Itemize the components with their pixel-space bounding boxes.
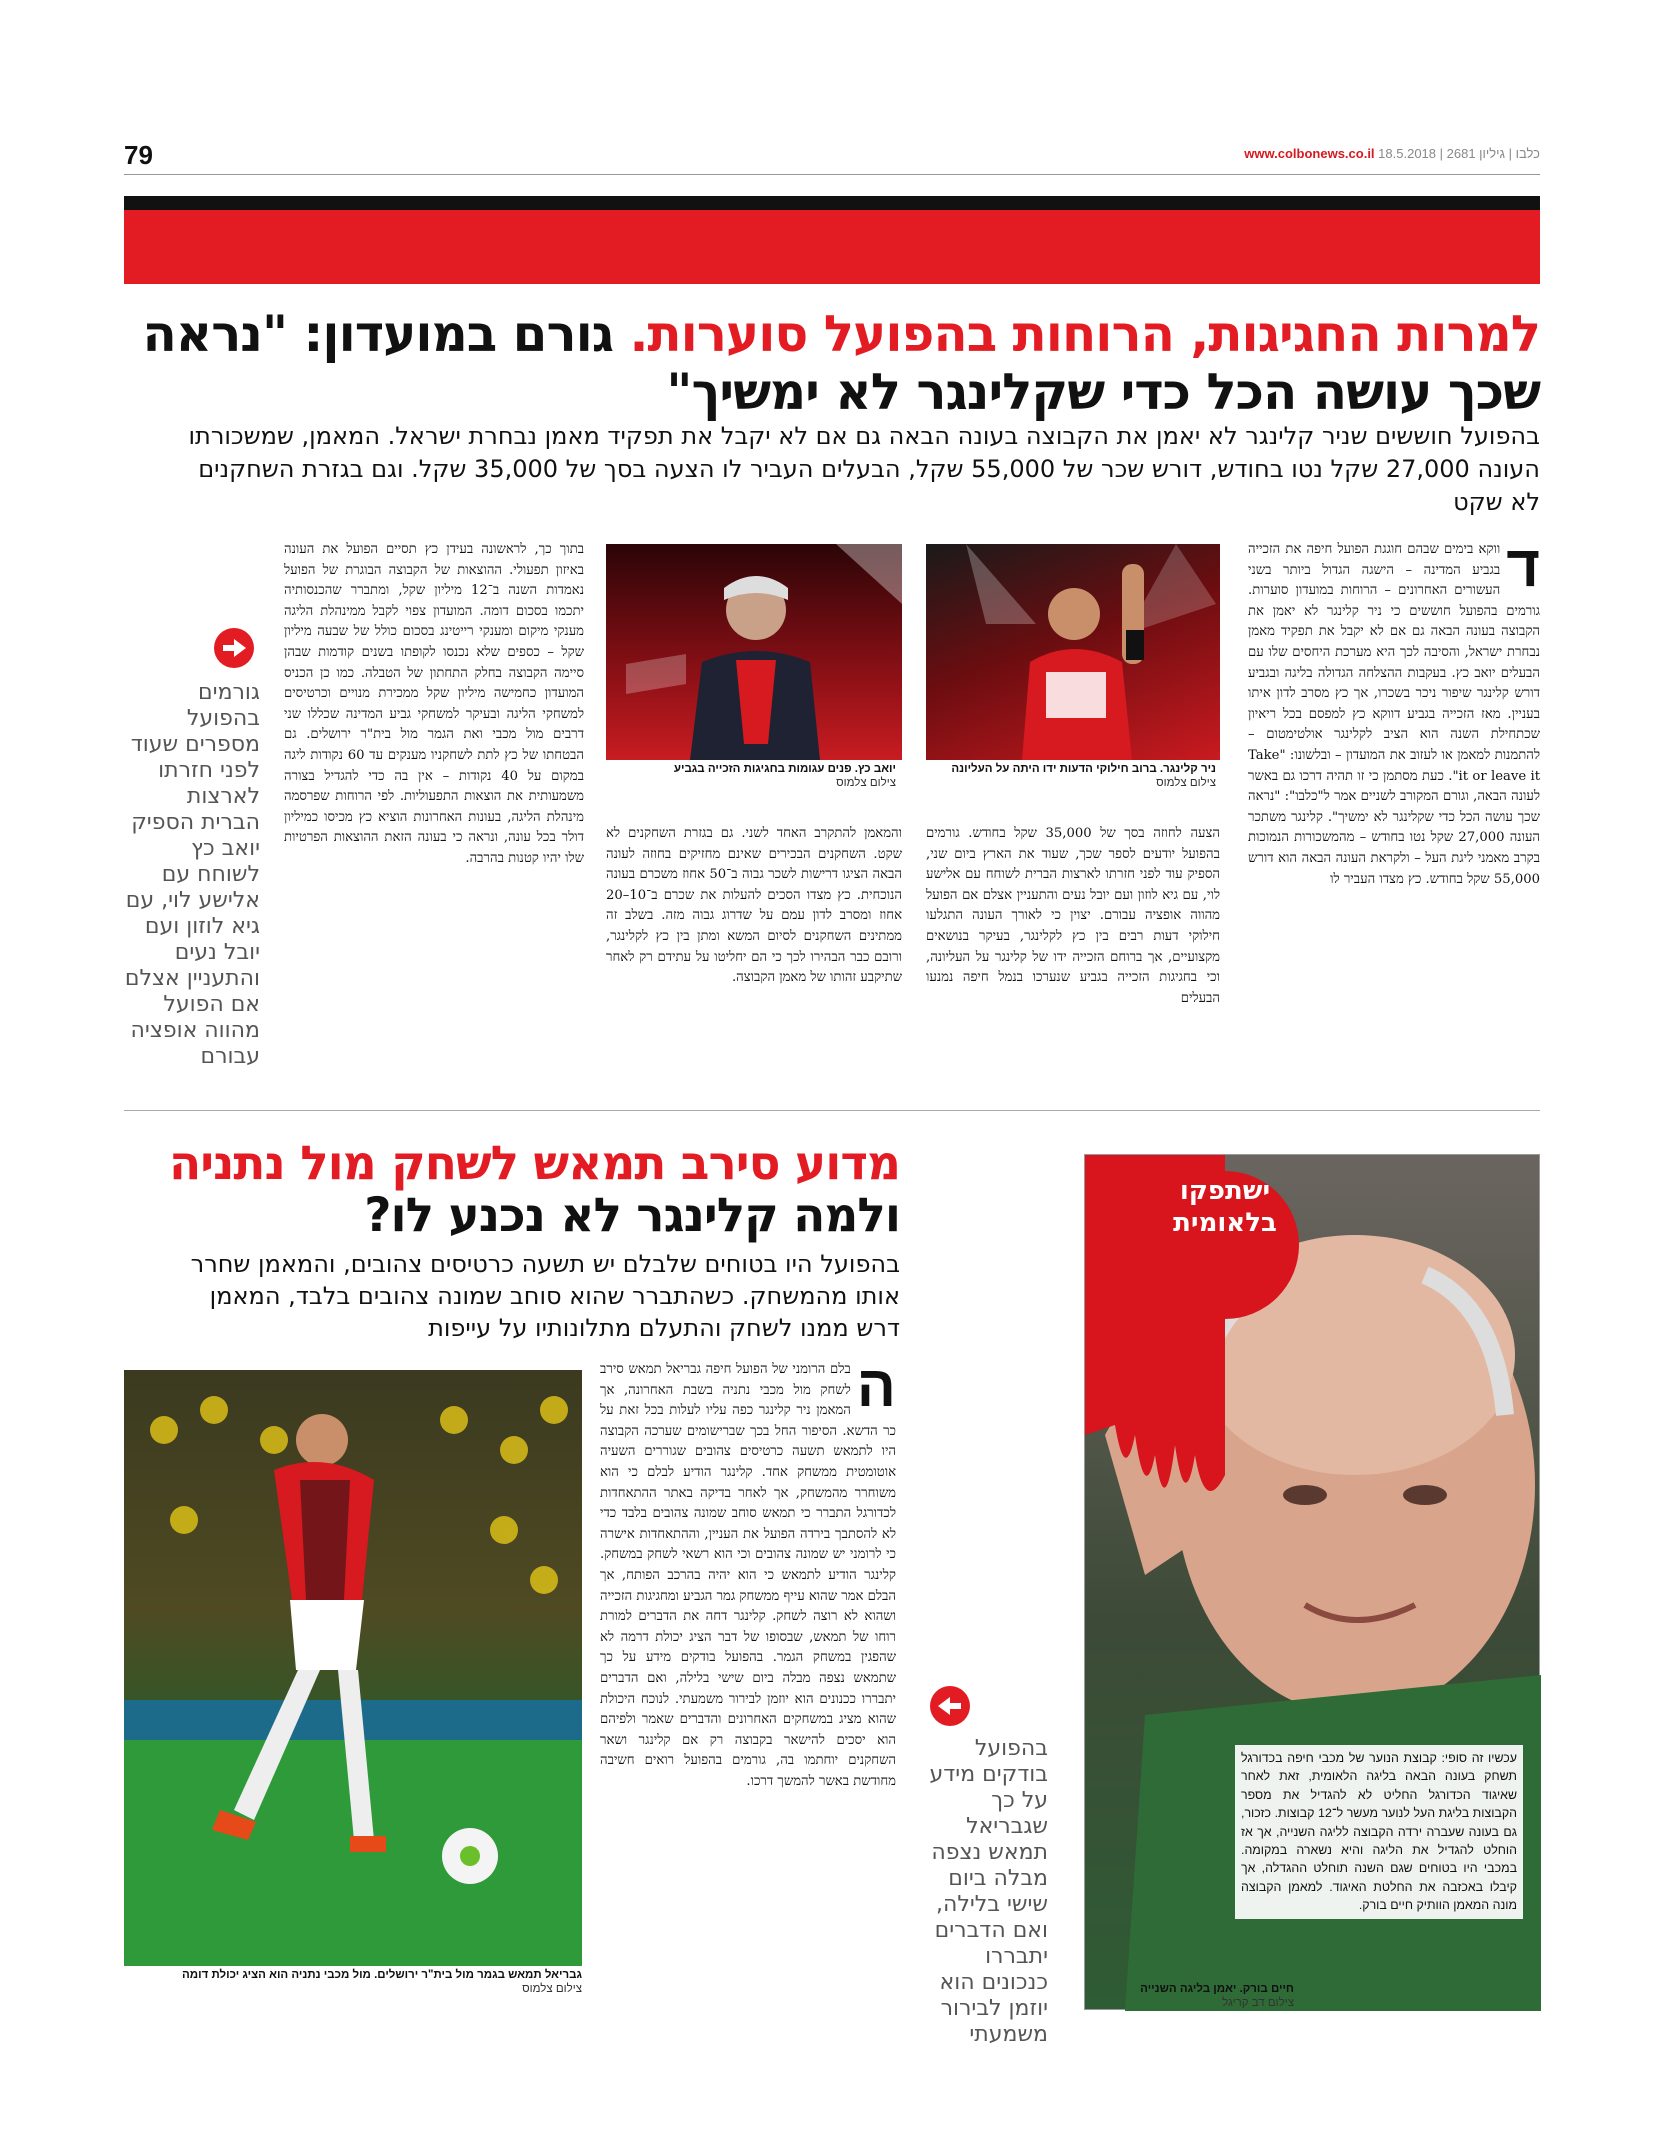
article1-column-4: בתוך כך, לראשונה בעידן כץ תסיים הפועל את העונה באיזון תפעולי. ההוצאות של הקבוצה הבוגרת של הפועל נאמדות השנה ב־12 מיליון שקל, ומתברר שהכנסותיה יתכמו בסכום דומה. המועדון צפוי לקבל ממינהלת הליגה מענקי מיקום ומענקי רייטינג בסכום כולל של שבעה מיליון שקל – כספים שלא נכנסו לקופתו בשנים קודמות שבהן סיימה הקבוצה בחלק התחתון של הטבלה. כמו כן הכניס המועדון כחמישה מיליון שקל ממכירת מנויים וכרטיסים למשחקי הליגה ובעיקר למשחקי גביע המדינה שכללו שני דרבים מול מכבי ואת הגמר מול בית"ר ירושלים. גם הבטחתו של כץ לתת לשחקניו מענקים עד 60 נקודות ליגה במקום על 40 נקודות – אין בה כדי להגדיל בצורה משמעותית את הוצאות התפעוליות. לפי הרוחות שפרסמה מינהלת הליגה, בעונות האחרונות הוציא כץ מכיסו כמיליון דולר בכל עונה, ונראה כי בעונה הזאת ההוצאות הפרטיות שלו יהיו קטנות בהרבה. [284,542,584,866]
dropcap: ה [856,1354,896,1419]
headline-black-part: ולמה קלינגר לא נכנע לו? [364,1188,900,1243]
headline-red-part: למרות החגיגות, הרוחות בהפועל סוערות. [629,305,1540,363]
caption-text: גבריאל תמאש בגמר מול בית"ר ירושלים. מול מכבי נתניה הוא הציג יכולת דומה [182,1969,582,1981]
photo-yoav-katz [606,544,902,760]
katz-figure [606,544,902,760]
article2-body [600,1354,896,2006]
caption-credit: צילום צלמוס [522,1983,582,1995]
caption-text: חיים בורק. יאמן בליגה השנייה [1140,1983,1294,1995]
column-text: בלם הרומני של הפועל חיפה גבריאל תמאש סירב לשחק מול מכבי נתניה בשבת האחרונה, אך המאמן ניר קלינגר כפה עליו לעלות בכל זאת על כר הדשא. הסיפור החל בכך שברישומים שערכה הקבוצה היו לתמאש תשעה כרטיסים צהובים שגוררים השעיה אוטומטית ממשחק אחד. קלינגר הודיע לבלם כי הוא משוחרר מהמשחק, אך לאחר בדיקה באתר ההתאחדות לכדורגל התברר כי תמאש סוחב שמונה צהובים בלבד כדי לא להסתבך בירדה הפועל את העניין, וההתאחדות אישרה כי לרומני יש שמונה צהובים וכי הוא רשאי לשחק במשחק. קלינגר הודיע לתמאש כי הוא יהיה בהרכב הפותח, אך הבלם אמר שהוא עייף ממשחק גמר הגביע ומחגיגות הזכייה ושהוא לא רוצה לשחק. קלינגר דחה את הדברים למורת רוחו של תמאש, שבסופו של דבר הציג יכולת דרמה לא שהפגין במשחק הגמר. בהפועל בודקים מידע על כך שתמאש נצפה מבלה ביום שישי בלילה, ואם הדברים יתבררו ככנונים הוא יוזמן לבירור משמעתי. לנוכח היכולת שהוא מציג במשחקים האחרונים והדברים שאמר ולפיהם הוא יסכים להישאר בקבוצה רק אם קלינגר ושאר השחקנים יוחתמו בה, גורמים בהפועל רואים חשיבה מחודשת באשר להמשך דרכו. [600,1362,896,1789]
website-link[interactable]: www.colbonews.co.il [1244,146,1375,161]
sidebar-portrait-box [1084,1154,1540,2010]
column-text: ווקא בימים שבהם חוגגת הפועל חיפה את הזכייה בגביע המדינה – הישגה הגדול ביותר בשני העשורים האחרונים – הרוחות במועדון סוערות. גורמים בהפועל חוששים כי ניר קלינגר לא יאמן את הקבוצה בעונה הבאה גם אם לא יקבל את תפקיד מאמן נבחרת ישראל, והסיבה לכך היא מערכת היחסים שלו עם הבעלים יואב כץ. בעקבות ההצלחה הגדולה בליגה ובגביע דורש קלינגר שיפור ניכר בשכרו, אך כץ מסרב לדון איתו בעניין. מאז הזכייה בגביע דווקא כץ למפסם בכל ריאיון שכתחילת השנה הוא הציב לקלינגר אולטימטום – להתמנות למאמן או לעזוב את המועדון – ובלשונו: "Take it or leave it". כעת מסתמן כי זו תהיה דרכו גם באשר לעונה הבאה, וגורם המקורב לשניים אמר ל"כלבו": "נראה שכך עושה הכל כדי שקלינגר לא ימשיך". קלינגר משתכר העונה 27,000 שקל נטו בחודש – מהמשכורות הנמוכות בקרב מאמני ליגת העל – ולקראת העונה הבאה הוא דורש 55,000 שקל בחודש. כץ מצדו העביר לו [1248,542,1540,887]
header-rule [124,174,1540,175]
tamash-figure [124,1370,582,1966]
photo3-caption [124,1968,582,1996]
article1-column-1 [1248,534,1540,1100]
article1-column-2: הצעה לחוזה בסך של 35,000 שקל בחודש. גורמים בהפועל יודעים לספר שכך, שעוד את הארץ ביום שני, הספיק עוד לפני חזרתו לארצות הברית לשוחח עם אלישע לוי, עם גיא לוזון ועם יובל נעים והתעניין אצלם אם הפועל מהווה אופציה עבורם. יצוין כי לאורך העונה התגלעו חילוקי דעות רבים בין כץ לקלינגר, בעיקר בנושאים מקצועיים, אך ברוחם הזכייה ידו של קלינגר על העליונה, וכי בחגיגות הזכייה בגביע שנערכו בנמל חיפה נמנעו הבעלים [926,826,1220,1006]
article1-pull-quote: גורמים בהפועל מספרים שעוד לפני חזרתו לארצות הברית הספיק יואב כץ לשוחח עם אלישע לוי, עם גיא לוזון ועם יובל נעים והתעניין אצלם אם הפועל מהווה אופציה עבורם [124,680,260,1069]
sidebar-badge: ישתפקו בלאומית [1173,1176,1277,1238]
top-red-bar [124,210,1540,284]
photo-gabriel-tamash [124,1370,582,1966]
caption-credit: צילום צלמוס [1156,777,1216,789]
sidebar-text: עכשיו זה סופי: קבוצת הנוער של מכבי חיפה בכדורגל תשחק בעונה הבאה בליגה הלאומית, זאת לאחר שאיגוד הכדורגל החליט לא להגדיל את מספר הקבוצות בליגת העל לנוער מעשר ל־12 קבוצות. כזכור, גם בעונה שעברה ירדה הקבוצה לליגה השנייה, אך אז הוחלט להגדיל את הליגה והיא נשארה במקומה. במכבי היו בטוחים שגם השנה תוחלט ההגדלה, אך קיבלו באכזבה את החלטת האיגוד. למאמן הקבוצה מונה המאמן הוותיק חיים בורק. [1235,1745,1523,1919]
caption-credit: צילום צלמוס [836,777,896,789]
caption-text: ניר קלינגר. ברוב חילוקי הדעות ידו היתה על העליונה [951,763,1216,775]
article2-headline [124,1138,900,1242]
folio [1244,146,1540,161]
caption-text: יואב כץ. פנים עגומות בחגיגות הזכייה בגביע [673,763,896,775]
article2-pull-quote: בהפועל בודקים מידע על כך שגבריאל תמאש נצפה מבלה ביום שישי בלילה, ואם הדברים יתבררו כנכונים הוא יוזמן לבירור משמעתי [929,1736,1048,2047]
headline-red-part: מדוע סירב תמאש לשחק מול נתניה [169,1136,900,1191]
arrow-right-icon [214,628,254,668]
article2-deck: בהפועל היו בטוחים שלבלם יש תשעה כרטיסים צהובים, והמאמן שחרר אותו מהמשחק. כשהתברר שהוא סוחב שמונה צהובים בלבד, המאמן דרש ממנו לשחק והתעלם מתלונותיו על עייפות [190,1250,900,1342]
photo-nir-klinger [926,544,1220,760]
photo2-caption [606,762,896,790]
dropcap: ד [1506,534,1540,599]
klinger-figure [926,544,1220,760]
photo1-caption [926,762,1216,790]
issue-info: כלבו | גיליון 2681 | 18.5.2018 [1378,146,1540,161]
portrait-caption [1084,1982,1294,2010]
caption-credit: צילום דב קריגל [1222,1997,1294,2009]
article1-deck: בהפועל חוששים שניר קלינגר לא יאמן את הקבוצה בעונה הבאה גם אם לא יקבל את תפקיד מאמן נבחרת ישראל. המאמן, שמשכורתו העונה 27,000 שקל נטו בחודש, דורש שכר של 55,000 שקל, הבעלים העביר לו הצעה בסך של 35,000 שקל. וגם בגזרת השחקנים לא שקט [188,422,1540,516]
page-number: 79 [124,140,153,170]
article1-column-3: והמאמן להתקרב האחד לשני. גם בגזרת השחקנים לא שקט. השחקנים הבכירים שאינם מחזיקים בחוזה לעונה הבאה הציגו דרישות לשכר גבוה ב־50 אחוז משכרם בעונה הנוכחית. כץ מצדו הסכים להעלות את שכרם ב־10–20 אחוז ומסרב לדון עמם על שדרוג גבוה מזה. בשלב זה ממתינים השחקנים לסיום המשא ומתן בין כץ לקלינגר, ורובם כבר הבהירו לכך כי הם יחליטו על עתידם רק לאחר שתיקבע זהותו של מאמן הקבוצה. [606,826,902,986]
headline-black-part: גורם במועדון: "נראה שכך עושה הכל כדי שקלינגר לא ימשיך" [142,305,1540,421]
arrow-left-icon [930,1686,970,1726]
section-divider [124,1110,1540,1111]
top-black-bar [124,196,1540,210]
article1-headline [124,305,1540,421]
